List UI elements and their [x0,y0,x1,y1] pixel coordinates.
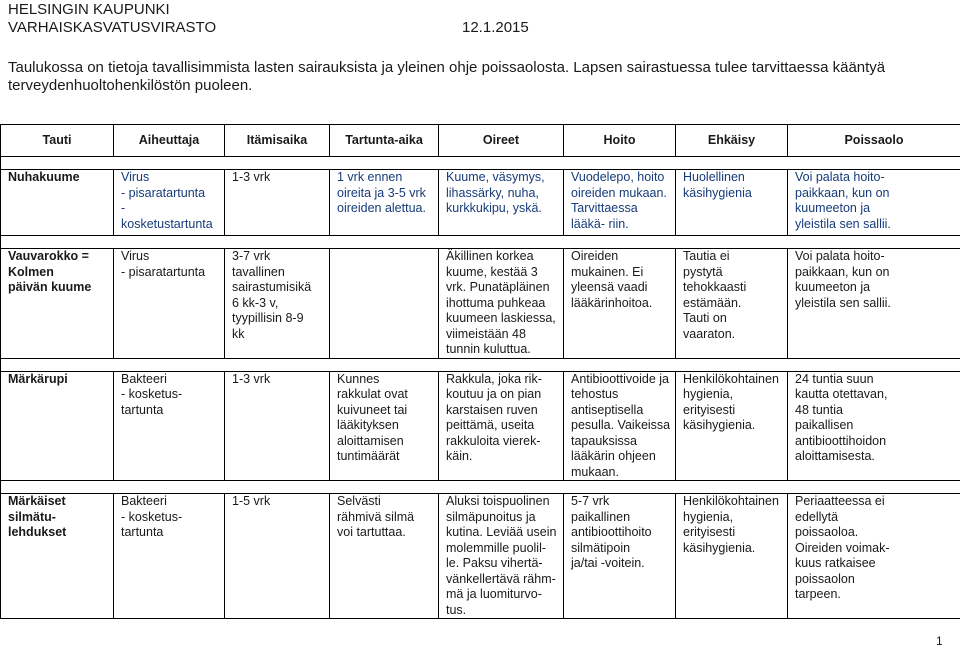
cell-hoito: Oireiden mukainen. Ei yleensä vaadi lääkärinhoitoa. [571,249,653,310]
cell-tauti: Märkärupi [8,371,68,386]
cell-poissaolo: 24 tuntia suun kautta otettavan, 48 tuntia paikallisen antibioottihoidon aloittamisesta. [795,371,888,463]
cell-tartunta-aika: 1 vrk ennen oireita ja 3-5 vrk oireiden alettua. [337,170,426,215]
cell-aiheuttaja: Bakteeri - kosketus- tartunta [121,494,183,539]
table-row [1,170,960,236]
cell-ehkaisy: Tautia ei pystytä tehokkaasti estämään. Tauti on vaaraton. [683,249,747,341]
cell-tartunta-aika: Kunnes rakkulat ovat kuivuneet tai lääkityksen aloittamisen tuntimäärät [337,371,408,463]
table-row [1,371,960,481]
cell-itamisaika: 1-3 vrk [232,170,271,184]
cell-oireet: Aluksi toispuolinen silmäpunoitus ja kutina. Leviää usein molemmille puolil- le. Paksu vihertä- vänkellertävä rähm- mä ja luomiturvo- tus. [446,494,557,617]
intro-text: Taulukossa on tietoja tavallisimmista lasten sairauksista ja yleinen ohje poissaolosta. Lapsen sairastuessa tulee tarvittaessa kääntyä terveydenhuoltohenkilöstön puoleen. [8,59,886,94]
document-date: 12.1.2015 [462,19,529,36]
header-tauti: Tauti [1,125,114,157]
cell-ehkaisy: Henkilökohtainen hygienia, erityisesti käsihygienia. [683,371,779,432]
cell-poissaolo: Periaatteessa ei edellytä poissaoloa. Oireiden voimak- kuus ratkaisee poissaolon tarpeen. [795,494,890,601]
cell-aiheuttaja: Bakteeri - kosketus- tartunta [121,371,183,417]
table-header-row [1,125,960,157]
page-number: 1 [936,634,943,648]
cell-poissaolo: Voi palata hoito- paikkaan, kun on kuumeeton ja yleistila sen sallii. [795,249,891,310]
document-header [8,1,529,37]
disease-table [0,124,960,619]
cell-oireet: Rakkula, joka rik- koutuu ja on pian karstaisen ruven peittämä, useita rakkuloita vierek- käin. [446,371,542,463]
cell-oireet: Kuume, väsymys, lihassärky, nuha, kurkkukipu, yskä. [446,170,545,215]
header-itamisaika: Itämisaika [225,125,330,157]
cell-oireet: Äkillinen korkea kuume, kestää 3 vrk. Punatäpläinen ihottuma puhkeaa kuumeen laskiessa, viimeistään 48 tunnin kuluttua. [446,249,556,356]
cell-hoito: 5-7 vrk paikallinen antibioottihoito silmätipoin ja/tai -voitein. [571,494,652,570]
cell-hoito: Antibioottivoide ja tehostus antiseptisella pesulla. Vaikeissa tapauksissa lääkärin ohjeen mukaan. [571,371,671,479]
cell-tauti: Nuhakuume [8,170,80,184]
header-hoito: Hoito [564,125,676,157]
header-poissaolo: Poissaolo [788,125,960,157]
cell-hoito: Vuodelepo, hoito oireiden mukaan. Tarvittaessa lääkä- riin. [571,170,667,231]
cell-tauti: Vauvarokko = Kolmen päivän kuume [8,249,92,294]
header-oireet: Oireet [439,125,564,157]
table-row [1,494,960,619]
cell-tartunta-aika: Selvästi rähmivä silmä voi tartuttaa. [337,494,415,539]
cell-ehkaisy: Henkilökohtainen hygienia, erityisesti käsihygienia. [683,494,779,555]
cell-poissaolo: Voi palata hoito- paikkaan, kun on kuumeeton ja yleistila sen sallii. [795,170,891,231]
header-ehkaisy: Ehkäisy [676,125,788,157]
cell-aiheuttaja: Virus - pisaratartunta - kosketustartunta [121,170,213,231]
org-name: HELSINGIN KAUPUNKI [8,1,170,18]
cell-itamisaika: 1-3 vrk [232,371,271,386]
header-aiheuttaja: Aiheuttaja [114,125,225,157]
header-tartunta-aika: Tartunta-aika [330,125,439,157]
table-row [1,249,960,359]
department-name: VARHAISKASVATUSVIRASTO [8,19,217,36]
cell-ehkaisy: Huolellinen käsihygienia [683,170,752,200]
cell-itamisaika: 1-5 vrk [232,494,271,508]
cell-itamisaika: 3-7 vrk tavallinen sairastumisikä 6 kk-3 v, tyypillisin 8-9 kk [232,249,312,341]
cell-aiheuttaja: Virus - pisaratartunta [121,249,206,279]
cell-tauti: Märkäiset silmätu- lehdukset [8,494,67,539]
